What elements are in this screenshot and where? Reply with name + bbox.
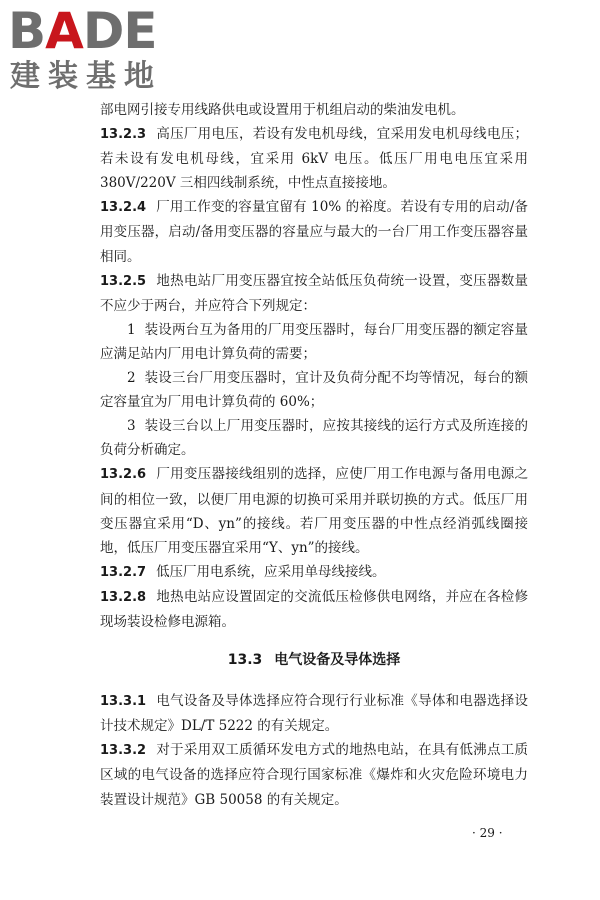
logo-letter-a: A — [45, 2, 83, 60]
section-title-text: 电气设备及导体选择 — [274, 652, 401, 669]
item-text: 装设三台厂用变压器时，宜计及负荷分配不均等情况，每台的额定容量宜为厂用电计算负荷的 60%； — [100, 370, 528, 411]
page-number: · 29 · — [472, 826, 503, 840]
clause-text: 厂用变压器接线组别的选择，应使厂用工作电源与备用电源之间的相位一致，以便厂用电源的切换可采用并联切换的方式。低压厂用变压器宜采用“D、yn”的接线。若厂用变压器的中性点经消弧线圈接地，低压厂用变压器宜采用“Y、yn”的接线。 — [100, 466, 528, 556]
paragraph-text: 部电网引接专用线路供电或设置用于机组启动的柴油发电机。 — [100, 102, 465, 118]
clause-13-2-3 — [100, 122, 528, 195]
clause-13-2-7 — [100, 560, 528, 585]
clause-13-2-5 — [100, 269, 528, 318]
clause-number: 13.2.6 — [100, 467, 147, 483]
clause-number: 13.2.3 — [100, 127, 147, 143]
clause-13-2-8 — [100, 585, 528, 634]
logo-wordmark — [8, 4, 157, 58]
clause-number: 13.3.1 — [100, 694, 147, 710]
list-item-2 — [100, 366, 528, 414]
clause-text: 对于采用双工质循环发电方式的地热电站，在具有低沸点工质区域的电气设备的选择应符合现行国家标准《爆炸和火灾危险环境电力装置设计规范》GB 50058 的有关规定。 — [100, 742, 528, 808]
clause-text: 地热电站厂用变压器宜按全站低压负荷统一设置，变压器数量不应少于两台，并应符合下列规定： — [100, 272, 528, 314]
logo-letter-b: B — [8, 2, 46, 60]
logo-subtitle: 建装基地 — [10, 59, 162, 94]
clause-text: 地热电站应设置固定的交流低压检修供电网络，并应在各检修现场装设检修电源箱。 — [100, 588, 528, 630]
clause-number: 13.2.5 — [100, 273, 147, 289]
list-item-3 — [100, 414, 528, 462]
clause-text: 低压厂用电系统，应采用单母线接线。 — [156, 563, 386, 580]
clause-number: 13.2.8 — [100, 589, 147, 605]
paragraph-continuation — [100, 98, 528, 122]
clause-number: 13.3.2 — [100, 743, 147, 759]
clause-13-2-4 — [100, 195, 528, 268]
item-number: 3 — [127, 418, 136, 435]
section-number: 13.3 — [227, 652, 263, 669]
item-number: 2 — [127, 370, 136, 387]
section-heading — [100, 648, 528, 672]
clause-text: 厂用工作变的容量宜留有 10% 的裕度。若设有专用的启动/备用变压器，启动/备用变压器的容量应与最大的一台厂用工作变压器容量相同。 — [100, 199, 528, 265]
clause-13-3-1 — [100, 689, 528, 738]
list-item-1 — [100, 318, 528, 366]
clause-13-3-2 — [100, 738, 528, 811]
clause-number: 13.2.7 — [100, 564, 147, 580]
bade-logo — [8, 4, 178, 96]
document-body — [100, 98, 528, 812]
clause-text: 高压厂用电压，若设有发电机母线，宜采用发电机母线电压；若未设有发电机母线，宜采用 6kV 电压。低压厂用电电压宜采用 380V/220V 三相四线制系统，中性点直接接地。 — [100, 126, 528, 192]
item-number: 1 — [127, 321, 136, 338]
clause-text: 电气设备及导体选择应符合现行行业标准《导体和电器选择设计技术规定》DL/T 5222 的有关规定。 — [100, 693, 528, 735]
clause-13-2-6 — [100, 462, 528, 559]
item-text: 装设两台互为备用的厂用变压器时，每台厂用变压器的额定容量应满足站内厂用电计算负荷的需要； — [100, 321, 528, 362]
item-text: 装设三台以上厂用变压器时，应按其接线的运行方式及所连接的负荷分析确定。 — [100, 418, 528, 459]
logo-letters-de: DE — [82, 2, 157, 60]
clause-number: 13.2.4 — [100, 200, 147, 216]
